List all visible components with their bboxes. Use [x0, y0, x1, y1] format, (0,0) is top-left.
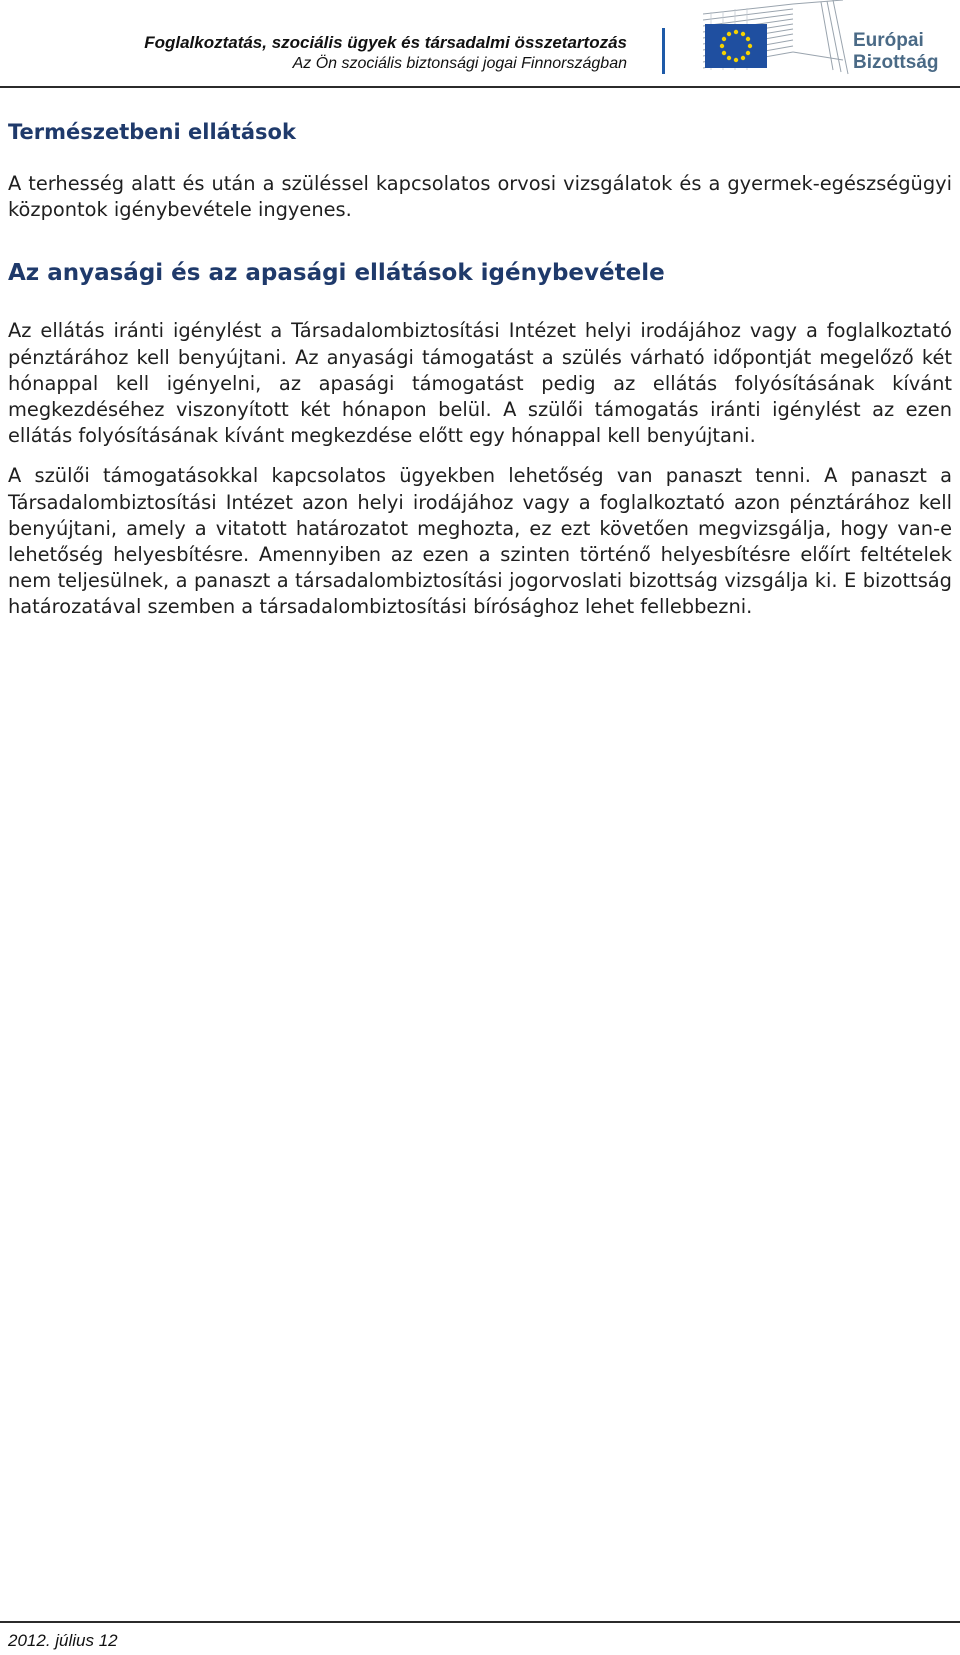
header-rule — [0, 86, 960, 88]
logo-text — [853, 30, 939, 74]
paragraph: A terhesség alatt és után a szüléssel kapcsolatos orvosi vizsgálatok és a gyermek-egészségügyi központok igénybevétele ingyenes. — [8, 172, 952, 222]
eu-flag-icon — [705, 24, 767, 68]
logo-line-2: Bizottság — [853, 52, 939, 73]
footer-date-page: 2012. július 12 — [8, 1631, 118, 1650]
section-heading-in-kind-benefits: Természetbeni ellátások — [8, 120, 296, 144]
document-body — [8, 118, 952, 621]
header-text — [144, 32, 627, 74]
footer-rule — [0, 1621, 960, 1623]
page-header — [0, 0, 960, 90]
paragraph: A szülői támogatásokkal kapcsolatos ügyekben lehetőség van panaszt tenni. A panaszt a Társadalombiztosítási Intézet azon helyi irodájához vagy a foglalkoztató azon pénztárához kell benyújtani, amely a vitatott határozatot meghozta, ez ezt követően megvizsgálja, hogy van-e lehetőség helyesbítésre. Amennyiben az ezen a szinten történő helyesbítésre előírt feltételek nem teljesülnek, a panaszt a társadalombiztosítási jogorvoslati bizottság vizsgálja ki. E bizottság határozatával szemben a társadalombiztosítási bírósághoz lehet fellebbezni. — [8, 464, 952, 619]
logo-line-1: Európai — [853, 30, 924, 51]
section-heading-claiming-benefits: Az anyasági és az apasági ellátások igénybevétele — [8, 260, 665, 287]
paragraph: Az ellátás iránti igénylést a Társadalombiztosítási Intézet helyi irodájához vagy a foglalkoztató pénztárához kell benyújtani. Az anyasági támogatást a szülés várható időpontját megelőző két hónappal kell igényelni, az apasági támogatást pedig az ellátás folyósításának kívánt megkezdéséhez viszonyított két hónapon belül. A szülői támogatás iránti igénylést az ezen ellátás folyósításának kívánt megkezdése előtt egy hónappal kell benyújtani. — [8, 319, 952, 448]
page-footer — [0, 1621, 960, 1650]
header-subtitle: Az Ön szociális biztonsági jogai Finnországban — [292, 55, 627, 72]
header-divider — [662, 28, 665, 74]
header-title: Foglalkoztatás, szociális ügyek és társadalmi összetartozás — [144, 33, 627, 52]
